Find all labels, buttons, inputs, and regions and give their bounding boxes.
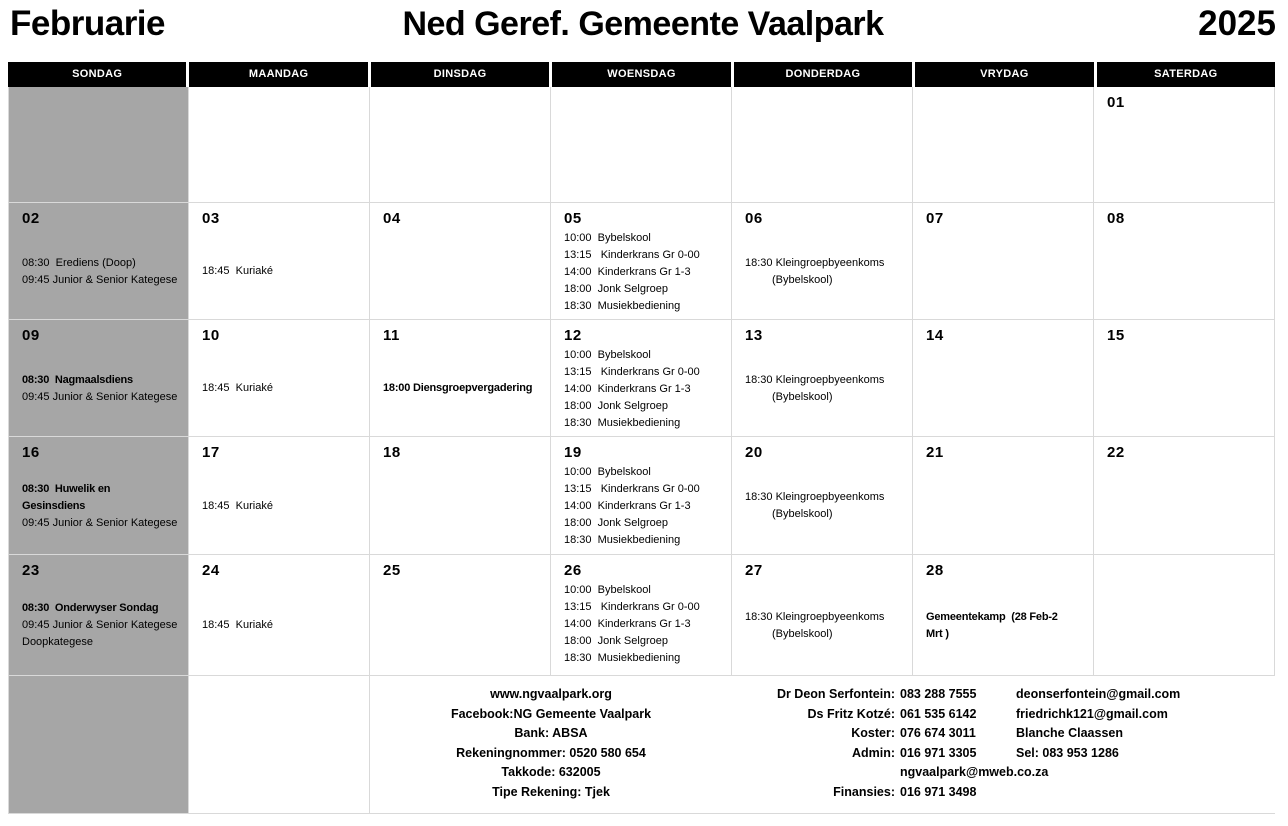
event-list <box>22 255 185 289</box>
day-cell-25 <box>370 555 551 676</box>
footer-contact-block <box>732 685 1275 813</box>
day-number: 05 <box>564 210 582 227</box>
event-line: 08:30 Nagmaalsdiens <box>22 373 133 386</box>
day-cell-28 <box>913 555 1094 676</box>
event-line: 09:45 Junior & Senior Kategese <box>22 390 178 403</box>
event-line: 18:30 Kleingroepbyeenkoms <box>745 373 885 386</box>
month-title: Februarie <box>10 4 165 43</box>
event-line: 08:30 Erediens (Doop) <box>22 256 136 269</box>
event-list <box>202 263 366 280</box>
event-line: 13:15 Kinderkrans Gr 0-00 <box>564 483 700 495</box>
event-line: 14:00 Kinderkrans Gr 1-3 <box>564 618 691 630</box>
day-number: 18 <box>383 444 401 461</box>
event-line: 10:00 Bybelskool <box>564 584 651 596</box>
footer-info <box>370 676 1275 814</box>
contact-label: Dr Deon Serfontein: <box>776 687 895 701</box>
event-list <box>22 372 185 406</box>
day-cell-20 <box>732 437 913 555</box>
day-number: 25 <box>383 562 401 579</box>
footer-sunday-cell <box>8 676 189 814</box>
day-number: 06 <box>745 210 763 227</box>
event-line: (Bybelskool) <box>772 627 833 640</box>
day-cell-09 <box>8 320 189 437</box>
event-line: 08:30 Huwelik en <box>22 482 111 495</box>
contact-extra: deonserfontein@gmail.com <box>1016 687 1181 701</box>
event-list <box>202 498 366 515</box>
day-cell-18 <box>370 437 551 555</box>
event-line: 18:30 Musiekbediening <box>564 652 681 664</box>
event-list <box>745 255 909 289</box>
event-list <box>564 230 728 315</box>
contact-extra: Blanche Claassen <box>1016 726 1123 740</box>
day-cell-empty <box>1094 555 1275 676</box>
day-cell-08 <box>1094 203 1275 320</box>
day-cell-24 <box>189 555 370 676</box>
day-number: 23 <box>22 562 40 579</box>
event-line: 13:15 Kinderkrans Gr 0-00 <box>564 601 700 613</box>
event-list <box>564 464 728 549</box>
event-line: Doopkategese <box>22 636 93 648</box>
event-line: 14:00 Kinderkrans Gr 1-3 <box>564 500 691 512</box>
day-cell-empty <box>370 87 551 203</box>
weekday-sondag: SONDAG <box>8 62 186 87</box>
event-line: 18:00 Jonk Selgroep <box>564 400 668 412</box>
weekday-saterdag: SATERDAG <box>1097 62 1275 87</box>
day-number: 21 <box>926 444 944 461</box>
event-line: 18:45 Kuriaké <box>202 265 273 277</box>
contact-value: 061 535 6142 <box>900 706 977 721</box>
day-number: 26 <box>564 562 582 579</box>
day-cell-empty <box>551 87 732 203</box>
day-number: 01 <box>1107 94 1125 111</box>
event-line: 18:30 Kleingroepbyeenkoms <box>745 610 885 623</box>
contact-grid <box>732 685 1275 802</box>
event-line: 10:00 Bybelskool <box>564 466 651 478</box>
weekday-woensdag: WOENSDAG <box>552 62 730 87</box>
day-cell-14 <box>913 320 1094 437</box>
day-number: 15 <box>1107 327 1125 344</box>
day-cell-27 <box>732 555 913 676</box>
event-line: (Bybelskool) <box>772 390 833 403</box>
contact-value: 076 674 3011 <box>900 726 976 740</box>
event-line: 14:00 Kinderkrans Gr 1-3 <box>564 266 691 278</box>
day-number: 02 <box>22 210 40 227</box>
event-list <box>745 609 909 643</box>
day-number: 22 <box>1107 444 1125 461</box>
contact-label: Finansies: <box>833 784 895 799</box>
day-number: 24 <box>202 562 220 579</box>
contact-value: 016 971 3305 <box>900 745 977 760</box>
day-cell-26 <box>551 555 732 676</box>
event-line: 18:45 Kuriaké <box>202 499 273 512</box>
event-line: 08:30 Onderwyser Sondag <box>22 602 159 614</box>
event-line: 18:00 Diensgroepvergadering <box>383 382 533 394</box>
day-number: 07 <box>926 210 944 227</box>
calendar <box>8 62 1275 814</box>
day-cell-22 <box>1094 437 1275 555</box>
day-cell-empty <box>913 87 1094 203</box>
day-cell-04 <box>370 203 551 320</box>
day-cell-empty <box>189 87 370 203</box>
contact-extra: friedrichk121@gmail.com <box>1016 706 1168 721</box>
event-list <box>202 617 366 634</box>
day-cell-16 <box>8 437 189 555</box>
event-line: 18:45 Kuriaké <box>202 382 273 394</box>
event-line: 18:30 Musiekbediening <box>564 300 681 312</box>
church-title: Ned Geref. Gemeente Vaalpark <box>402 5 884 43</box>
day-cell-19 <box>551 437 732 555</box>
event-line: 18:30 Kleingroepbyeenkoms <box>745 491 885 503</box>
footer-bank-block <box>370 685 732 813</box>
bank-line: Takkode: 632005 <box>501 765 601 779</box>
event-line: Gesinsdiens <box>22 499 86 512</box>
week-row-3 <box>8 320 1275 437</box>
day-cell-11 <box>370 320 551 437</box>
day-cell-02 <box>8 203 189 320</box>
event-line: 13:15 Kinderkrans Gr 0-00 <box>564 366 700 378</box>
title-row <box>0 0 1288 60</box>
day-cell-06 <box>732 203 913 320</box>
day-number: 08 <box>1107 210 1125 227</box>
contact-label: Admin: <box>851 745 895 760</box>
event-line: 18:45 Kuriaké <box>202 619 273 631</box>
event-line: 14:00 Kinderkrans Gr 1-3 <box>564 383 691 395</box>
contact-label <box>732 763 900 783</box>
contact-label: Ds Fritz Kotzé: <box>807 706 895 721</box>
event-line: 18:30 Kleingroepbyeenkoms <box>745 256 885 269</box>
event-list <box>745 489 909 523</box>
weekday-vrydag: VRYDAG <box>915 62 1093 87</box>
day-number: 28 <box>926 562 944 579</box>
contact-value: ngvaalpark@mweb.co.za <box>900 765 1049 779</box>
day-cell-07 <box>913 203 1094 320</box>
contact-label: Koster: <box>851 726 895 740</box>
event-line: 18:30 Musiekbediening <box>564 534 681 546</box>
weekday-dinsdag: DINSDAG <box>371 62 549 87</box>
event-line: (Bybelskool) <box>772 508 833 520</box>
day-number: 03 <box>202 210 220 227</box>
day-number: 27 <box>745 562 763 579</box>
day-cell-13 <box>732 320 913 437</box>
year-title: 2025 <box>1198 4 1276 43</box>
day-number: 13 <box>745 327 763 344</box>
event-line: 10:00 Bybelskool <box>564 232 651 244</box>
bank-line: Tipe Rekening: Tjek <box>492 784 610 799</box>
day-number: 17 <box>202 444 220 461</box>
event-line: 18:00 Jonk Selgroep <box>564 517 668 529</box>
day-cell-12 <box>551 320 732 437</box>
day-number: 11 <box>383 327 400 344</box>
day-cell-17 <box>189 437 370 555</box>
event-list <box>22 481 185 532</box>
week-row-1 <box>8 87 1275 203</box>
event-line: (Bybelskool) <box>772 273 833 286</box>
day-cell-01 <box>1094 87 1275 203</box>
day-cell-empty <box>732 87 913 203</box>
day-cell-10 <box>189 320 370 437</box>
event-line: 09:45 Junior & Senior Kategese <box>22 516 178 529</box>
day-cell-23 <box>8 555 189 676</box>
event-line: 09:45 Junior & Senior Kategese <box>22 619 178 631</box>
bank-line: Facebook:NG Gemeente Vaalpark <box>450 706 652 721</box>
day-number: 20 <box>745 444 763 461</box>
bank-line: www.ngvaalpark.org <box>490 687 612 701</box>
event-list <box>926 609 1090 643</box>
day-number: 10 <box>202 327 220 344</box>
footer-monday-cell <box>189 676 370 814</box>
week-row-5 <box>8 555 1275 676</box>
event-line: 18:00 Jonk Selgroep <box>564 635 668 647</box>
event-line: Gemeentekamp (28 Feb-2 <box>926 610 1058 623</box>
event-list <box>202 380 366 397</box>
calendar-grid <box>8 87 1275 676</box>
bank-line: Rekeningnommer: 0520 580 654 <box>456 745 646 760</box>
weekday-row <box>8 62 1275 87</box>
event-list <box>564 347 728 432</box>
event-line: 18:30 Musiekbediening <box>564 417 681 429</box>
day-cell-05 <box>551 203 732 320</box>
bank-line: Bank: ABSA <box>514 726 588 740</box>
contact-extra <box>1000 783 1275 803</box>
day-cell-21 <box>913 437 1094 555</box>
day-number: 12 <box>564 327 582 344</box>
event-list <box>745 372 909 406</box>
footer-row <box>8 676 1275 814</box>
contact-value: 083 288 7555 <box>900 687 977 701</box>
contact-extra: Sel: 083 953 1286 <box>1016 745 1119 760</box>
event-line: 10:00 Bybelskool <box>564 349 651 361</box>
weekday-donderdag: DONDERDAG <box>734 62 912 87</box>
day-cell-empty <box>8 87 189 203</box>
day-number: 19 <box>564 444 582 461</box>
day-number: 16 <box>22 444 40 461</box>
day-cell-03 <box>189 203 370 320</box>
contact-value: 016 971 3498 <box>900 784 977 799</box>
event-line: 13:15 Kinderkrans Gr 0-00 <box>564 249 700 261</box>
day-number: 14 <box>926 327 944 344</box>
week-row-2 <box>8 203 1275 320</box>
week-row-4 <box>8 437 1275 555</box>
day-number: 09 <box>22 327 40 344</box>
weekday-maandag: MAANDAG <box>189 62 367 87</box>
event-list <box>383 380 547 397</box>
event-line: 09:45 Junior & Senior Kategese <box>22 273 178 286</box>
event-list <box>564 582 728 667</box>
event-line: Mrt ) <box>926 627 949 640</box>
day-number: 04 <box>383 210 401 227</box>
day-cell-15 <box>1094 320 1275 437</box>
event-list <box>22 600 185 651</box>
event-line: 18:00 Jonk Selgroep <box>564 283 668 295</box>
